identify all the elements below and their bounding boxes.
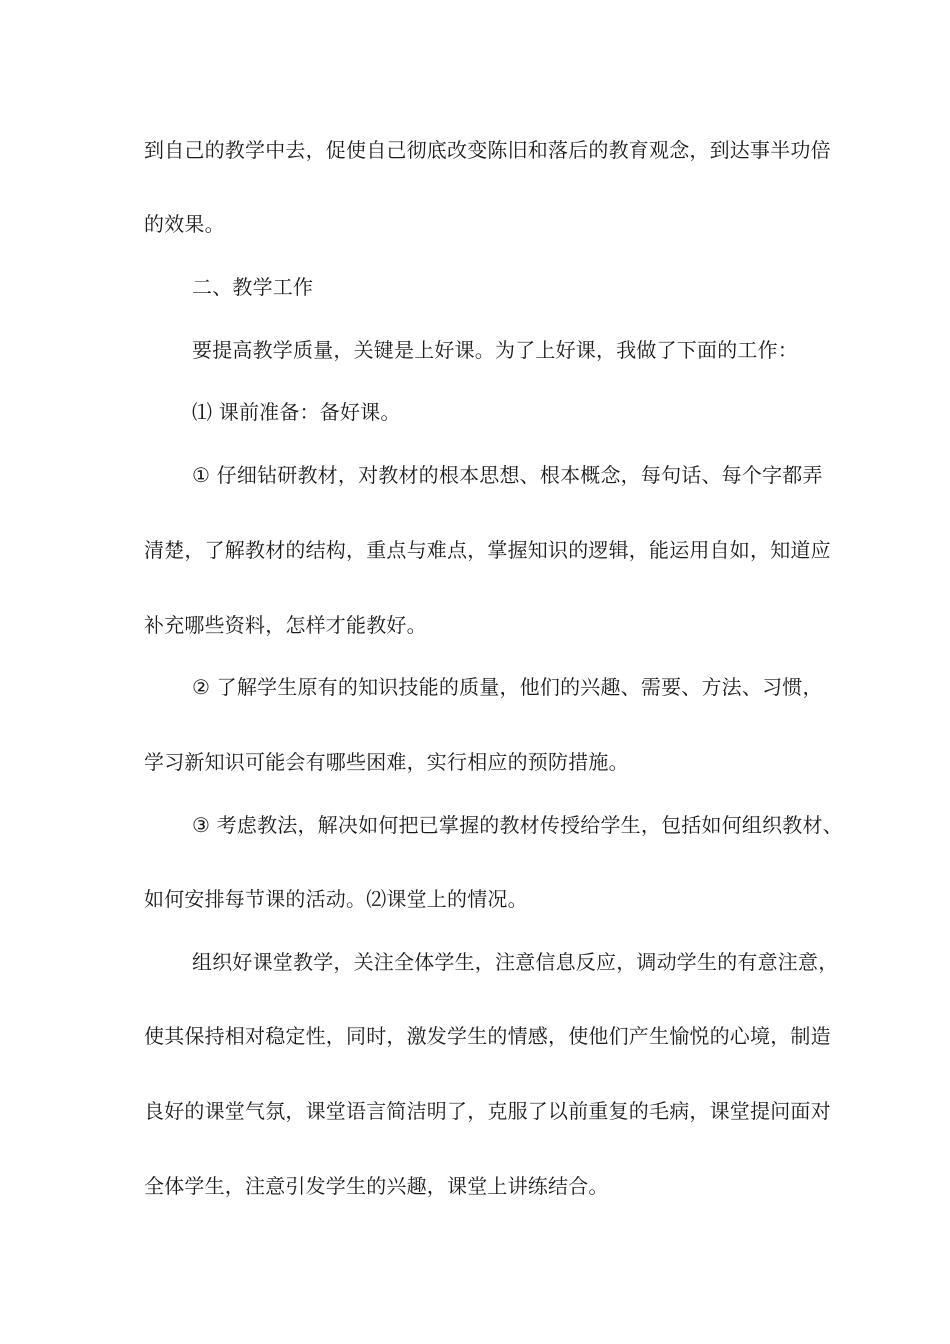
paragraph-line: 补充哪些资料，怎样才能教好。	[144, 613, 427, 637]
paragraph-line: 的效果。	[144, 212, 225, 236]
paragraph-line: 全体学生，注意引发学生的兴趣，课堂上讲练结合。	[144, 1174, 609, 1198]
paragraph-line: 如何安排每节课的活动。⑵课堂上的情况。	[144, 887, 528, 911]
paragraph-line: ③ 考虑教法，解决如何把已掌握的教材传授给学生，包括如何组织教材、	[192, 813, 843, 837]
paragraph-line: 到自己的教学中去，促使自己彻底改变陈旧和落后的教育观念，到达事半功倍	[144, 138, 831, 162]
section-heading: 二、教学工作	[192, 275, 314, 299]
paragraph-line: ② 了解学生原有的知识技能的质量，他们的兴趣、需要、方法、习惯，	[192, 675, 823, 699]
paragraph-line: 学习新知识可能会有哪些困难，实行相应的预防措施。	[144, 750, 629, 774]
paragraph-line: 良好的课堂气氛，课堂语言简洁明了，克服了以前重复的毛病，课堂提问面对	[144, 1099, 831, 1123]
subsection-heading: ⑴ 课前准备：备好课。	[192, 400, 401, 424]
paragraph-line: ① 仔细钻研教材，对教材的根本思想、根本概念，每句话、每个字都弄	[192, 463, 823, 487]
paragraph-line: 使其保持相对稳定性，同时，激发学生的情感，使他们产生愉悦的心境，制造	[144, 1024, 831, 1048]
paragraph-line: 要提高教学质量，关键是上好课。为了上好课，我做了下面的工作：	[192, 338, 798, 362]
paragraph-line: 组织好课堂教学，关注全体学生，注意信息反应，调动学生的有意注意，	[192, 950, 839, 974]
paragraph-line: 清楚，了解教材的结构，重点与难点，掌握知识的逻辑，能运用自如，知道应	[144, 538, 831, 562]
